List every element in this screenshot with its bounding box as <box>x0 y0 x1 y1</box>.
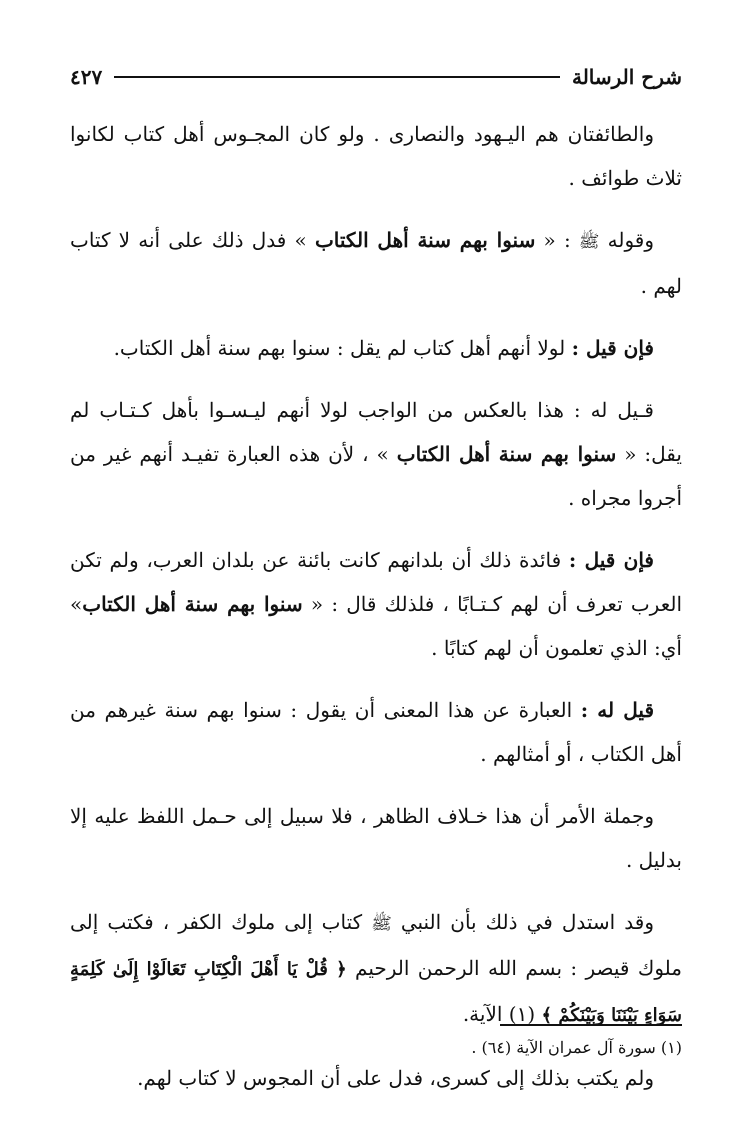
paragraph-4 <box>70 388 682 520</box>
hadith-quote: سنوا بهم سنة أهل الكتاب <box>314 228 536 252</box>
paragraph-6 <box>70 688 682 776</box>
page-header <box>70 60 682 94</box>
text: » ، لأن هذه العبارة تفيـد أنهم غير من أجروا مجراه . <box>70 442 682 510</box>
paragraph-8 <box>70 900 682 1038</box>
paragraph-7 <box>70 794 682 882</box>
text: وقوله <box>599 228 655 252</box>
text: (١) الآية. <box>462 1002 542 1026</box>
running-title: شرح الرسالة <box>571 65 682 89</box>
header-rule <box>114 76 560 78</box>
text: » أي: الذي تعلمون أن لهم كتابًا . <box>70 592 682 660</box>
reply-lead: قيل له : <box>580 698 655 722</box>
salutation-glyph: ﷺ <box>578 232 600 252</box>
footnote: (١) سورة آل عمران الآية (٦٤) . <box>471 1038 682 1057</box>
text: وقد استدل في ذلك بأن النبي <box>391 910 654 934</box>
body-text <box>70 112 682 1118</box>
objection-lead: فإن قيل : <box>568 548 654 572</box>
paragraph-3 <box>70 326 682 370</box>
footnote-rule <box>500 1024 682 1026</box>
page-number: ٤٢٧ <box>70 65 103 89</box>
paragraph-5 <box>70 538 682 670</box>
hadith-quote: سنوا بهم سنة أهل الكتاب <box>82 592 303 616</box>
text: كتاب إلى ملوك الكفر ، فكتب إلى ملوك قيصر : بسم الله الرحمن الرحيم <box>70 910 682 980</box>
text: والطائفتان هم اليـهود والنصارى . ولو كان المجـوس أهل كتاب لكانوا ثلاث طوائف . <box>70 122 682 190</box>
text: لولا أنهم أهل كتاب لم يقل : سنوا بهم سنة أهل الكتاب. <box>113 336 572 360</box>
text: قـيل له : هذا بالعكس من الواجب لولا أنهم ليـسـوا بأهل كـتـاب لم يقل: « <box>70 398 682 466</box>
quran-verse: ﴿ قُلْ يَا أَهْلَ الْكِتَابِ تَعَالَوْا إِلَىٰ كَلِمَةٍ سَوَاءٍ بَيْنَنَا وَبَيْنَكُمْ ﴾ <box>70 959 682 1026</box>
text: » فدل ذلك على أنه لا كتاب لهم . <box>70 228 682 298</box>
text: وجملة الأمر أن هذا خـلاف الظاهر ، فلا سبيل إلى حـمل اللفظ عليه إلا بدليل . <box>70 804 682 872</box>
salutation-glyph: ﷺ <box>371 914 392 934</box>
text: العبارة عن هذا المعنى أن يقول : سنوا بهم سنة غيرهم من أهل الكتاب ، أو أمثالهم . <box>70 698 682 766</box>
objection-lead: فإن قيل : <box>571 336 654 360</box>
text: ولم يكتب بذلك إلى كسرى، فدل على أن المجوس لا كتاب لهم. <box>137 1066 654 1090</box>
paragraph-1 <box>70 112 682 200</box>
paragraph-9 <box>70 1056 682 1100</box>
paragraph-2 <box>70 218 682 308</box>
text: : « <box>535 228 579 252</box>
text: فائدة ذلك أن بلدانهم كانت بائنة عن بلدان العرب، ولم تكن العرب تعرف أن لهم كـتـابًا ، فلذلك قال : « <box>70 548 683 616</box>
hadith-quote: سنوا بهم سنة أهل الكتاب <box>396 442 617 466</box>
